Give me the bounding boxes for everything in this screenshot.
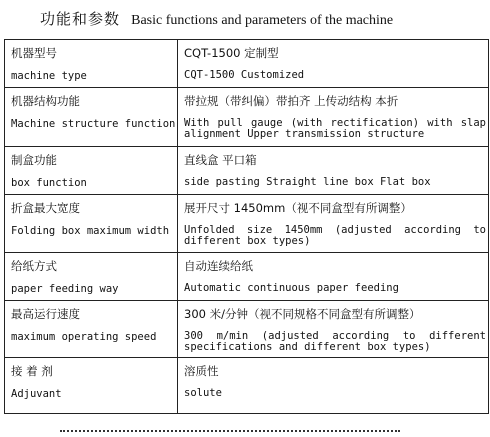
title-chinese: 功能和参数 [40, 10, 121, 28]
table-row [5, 195, 489, 253]
title-english: Basic functions and parameters of the machine [131, 13, 394, 28]
cropped-text-edge [60, 430, 400, 437]
label-english: Folding box maximum width [11, 225, 170, 237]
value-english: CQT-1500 Customized [184, 69, 305, 81]
value-chinese: 展开尺寸 1450mm（视不同盒型有所调整） [184, 201, 412, 215]
value-chinese: 300 米/分钟（视不同规格不同盒型有所调整） [184, 307, 421, 321]
label-english: machine type [11, 70, 87, 82]
label-chinese: 最高运行速度 [11, 307, 80, 321]
label-english: box function [11, 177, 87, 189]
value-cell [178, 358, 489, 414]
value-cell [178, 253, 489, 301]
value-cell [178, 195, 489, 253]
label-chinese: 制盒功能 [11, 153, 57, 167]
label-english: Machine structure function [11, 118, 176, 130]
label-cell [5, 40, 178, 88]
label-cell [5, 147, 178, 195]
value-english: Automatic continuous paper feeding [184, 282, 399, 294]
value-cell [178, 301, 489, 358]
value-english: Unfolded size 1450mm (adjusted according to different box types) [184, 224, 486, 247]
table-row [5, 253, 489, 301]
value-english: With pull gauge (with rectification) with slap alignment Upper transmission structure [184, 117, 486, 140]
table-row [5, 301, 489, 358]
value-chinese: 带拉规（带纠偏）带拍齐 上传动结构 本折 [184, 94, 399, 108]
label-english: paper feeding way [11, 283, 119, 295]
page-title [40, 8, 393, 29]
label-english: Adjuvant [11, 388, 62, 400]
label-chinese: 折盒最大宽度 [11, 201, 80, 215]
label-chinese: 机器型号 [11, 46, 57, 60]
label-chinese: 机器结构功能 [11, 94, 80, 108]
value-chinese: 直线盒 平口箱 [184, 153, 257, 167]
label-cell [5, 195, 178, 253]
value-cell [178, 88, 489, 147]
value-english: side pasting Straight line box Flat box [184, 176, 431, 188]
label-english: maximum operating speed [11, 331, 157, 343]
label-cell [5, 88, 178, 147]
value-cell [178, 40, 489, 88]
table-row [5, 147, 489, 195]
value-chinese: CQT-1500 定制型 [184, 46, 279, 60]
table-row [5, 88, 489, 147]
parameters-table [4, 39, 489, 414]
label-cell [5, 253, 178, 301]
table-row [5, 358, 489, 414]
label-cell [5, 301, 178, 358]
label-chinese: 给纸方式 [11, 259, 57, 273]
table-row [5, 40, 489, 88]
label-chinese: 接 着 剂 [11, 364, 53, 378]
value-english: 300 m/min (adjusted according to different specifications and different box types) [184, 330, 486, 353]
label-cell [5, 358, 178, 414]
value-cell [178, 147, 489, 195]
value-chinese: 溶质性 [184, 364, 219, 378]
value-english: solute [184, 387, 222, 399]
value-chinese: 自动连续给纸 [184, 259, 253, 273]
